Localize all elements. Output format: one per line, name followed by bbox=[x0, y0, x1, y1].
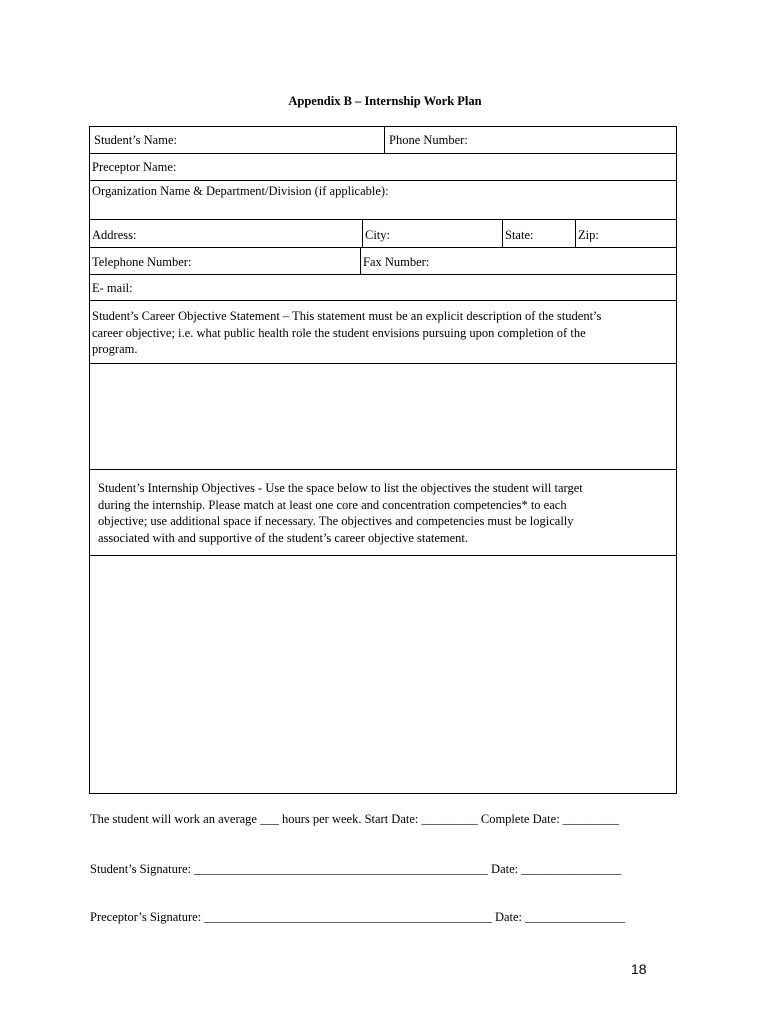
career-objective-line-1: Student’s Career Objective Statement – This statement must be an explicit description of the student’s bbox=[92, 309, 602, 323]
internship-objectives-prompt bbox=[90, 470, 676, 556]
student-name-label: Student’s Name: bbox=[94, 133, 177, 147]
telephone-label: Telephone Number: bbox=[92, 255, 192, 269]
hours-and-dates-line[interactable]: The student will work an average ___ hours per week. Start Date: _________ Complete Date: _________ bbox=[90, 812, 620, 826]
address-label: Address: bbox=[92, 228, 137, 242]
preceptor-signature-line[interactable]: Preceptor’s Signature: ______________________________________________ Date: ________________ bbox=[90, 910, 626, 924]
career-objective-text bbox=[90, 301, 676, 363]
career-objective-answer-area[interactable] bbox=[90, 364, 676, 470]
internship-objectives-line-2: during the internship. Please match at least one core and concentration competencies* to each bbox=[98, 497, 567, 512]
preceptor-name-field[interactable] bbox=[90, 154, 676, 180]
work-plan-form bbox=[89, 126, 677, 794]
internship-objectives-line-1: Student’s Internship Objectives - Use the space below to list the objectives the student will target bbox=[98, 481, 583, 495]
preceptor-name-label: Preceptor Name: bbox=[92, 160, 177, 174]
email-label: E- mail: bbox=[92, 281, 133, 295]
career-objective-line-3: program. bbox=[92, 342, 138, 356]
career-objective-line-2: career objective; i.e. what public health role the student envisions pursuing upon completion of the bbox=[92, 325, 586, 340]
phone-number-field[interactable] bbox=[384, 127, 676, 153]
page-number: 18 bbox=[631, 961, 647, 977]
organization-label: Organization Name & Department/Division (if applicable): bbox=[92, 184, 389, 198]
row-email bbox=[90, 275, 676, 301]
zip-field[interactable] bbox=[575, 220, 676, 247]
internship-objectives-line-4: associated with and supportive of the student’s career objective statement. bbox=[98, 530, 469, 545]
internship-objectives-answer-area[interactable] bbox=[90, 556, 676, 793]
row-organization bbox=[90, 181, 676, 220]
career-objective-prompt bbox=[90, 301, 676, 364]
row-address bbox=[90, 220, 676, 248]
state-label: State: bbox=[505, 228, 534, 242]
telephone-field[interactable] bbox=[90, 248, 360, 274]
page-title: Appendix B – Internship Work Plan bbox=[288, 94, 482, 108]
city-field[interactable] bbox=[362, 220, 502, 247]
internship-objectives-text bbox=[90, 470, 676, 555]
city-label: City: bbox=[365, 228, 391, 242]
row-preceptor bbox=[90, 154, 676, 181]
state-field[interactable] bbox=[502, 220, 575, 247]
phone-number-label: Phone Number: bbox=[389, 133, 468, 147]
row-telephone-fax bbox=[90, 248, 676, 275]
organization-field[interactable] bbox=[90, 181, 676, 219]
row-student-phone bbox=[90, 127, 676, 154]
student-signature-line[interactable]: Student’s Signature: _______________________________________________ Date: ________________ bbox=[90, 862, 622, 876]
address-field[interactable] bbox=[90, 220, 362, 247]
internship-objectives-line-3: objective; use additional space if necessary. The objectives and competencies must be logically bbox=[98, 514, 574, 528]
student-name-field[interactable] bbox=[90, 127, 384, 153]
fax-field[interactable] bbox=[360, 248, 676, 274]
fax-label: Fax Number: bbox=[363, 255, 430, 269]
zip-label: Zip: bbox=[578, 228, 599, 242]
email-field[interactable] bbox=[90, 275, 676, 300]
